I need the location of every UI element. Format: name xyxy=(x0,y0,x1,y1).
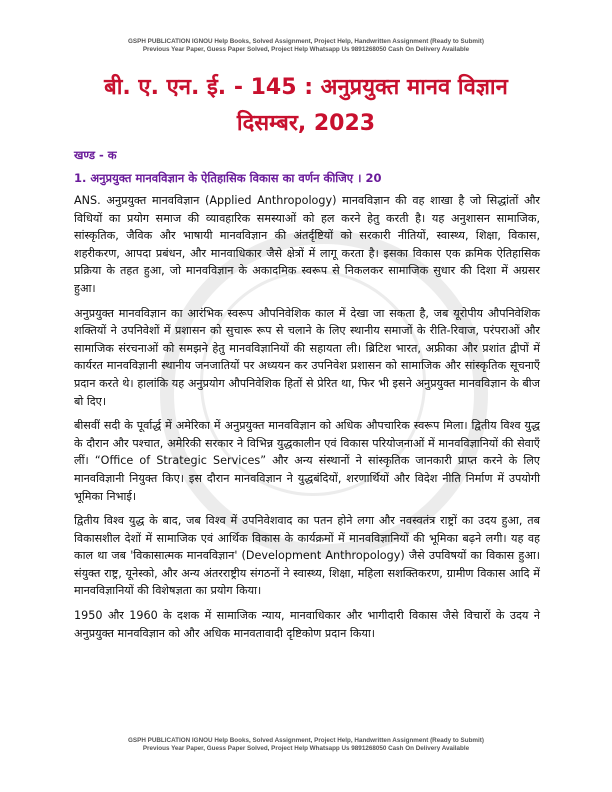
page-footer xyxy=(0,737,612,753)
page-header xyxy=(0,38,612,54)
answer-paragraph: ANS. अनुप्रयुक्त मानवविज्ञान (Applied Anthropology) मानवविज्ञान की वह शाखा है जो सिद्धांतों और विधियों का प्रयोग समाज की व्यावहारिक समस्याओं को हल करने हेतु करती है। यह अनुशासन सामाजिक, सांस्कृतिक, जैविक और भाषायी मानवविज्ञान की अंतर्दृष्टियों को सरकारी नीतियों, स्वास्थ्य, शिक्षा, विकास, शहरीकरण, आपदा प्रबंधन, और मानवाधिकार जैसे क्षेत्रों में लागू करता है। इसका विकास एक क्रमिक ऐतिहासिक प्रक्रिया के तहत हुआ, जो मानवविज्ञान के अकादमिक स्वरूप से निकलकर सामाजिक सुधार की दिशा में अग्रसर हुआ। xyxy=(74,194,540,295)
answer-body xyxy=(74,192,540,649)
answer-paragraph: द्वितीय विश्व युद्ध के बाद, जब विश्व में उपनिवेशवाद का पतन होने लगा और नवस्वतंत्र राष्ट्रों का उदय हुआ, तब विकासशील देशों में सामाजिक एवं आर्थिक विकास के कार्यक्रमों में मानवविज्ञानियों की भूमिका बढ़ने लगी। यह वह काल था जब 'विकासात्मक मानवविज्ञान' (Development Anthropology) जैसे उपविषयों का विकास हुआ। संयुक्त राष्ट्र, यूनेस्को, और अन्य अंतरराष्ट्रीय संगठनों ने स्वास्थ्य, शिक्षा, महिला सशक्तिकरण, ग्रामीण विकास आदि में मानवविज्ञानियों की विशेषज्ञता का प्रयोग किया। xyxy=(74,514,540,598)
header-line-2: Previous Year Paper, Guess Paper Solved, Project Help Whatsapp Us 9891268050 Cash On Delivery Available xyxy=(142,46,470,53)
paper-title: बी. ए. एन. ई. - 145 : अनुप्रयुक्त मानव विज्ञान xyxy=(104,75,508,100)
answer-paragraph: बीसवीं सदी के पूर्वार्द्ध में अमेरिका में अनुप्रयुक्त मानवविज्ञान को अधिक औपचारिक स्वरूप मिला। द्वितीय विश्व युद्ध के दौरान और पश्चात, अमेरिकी सरकार ने विभिन्न युद्धकालीन एवं विकास परियोजनाओं में मानवविज्ञानियों की सेवाएँ लीं। “Office of Strategic Services” और अन्य संस्थानों ने सांस्कृतिक जानकारी प्राप्त करने के लिए मानवविज्ञानी नियुक्त किए। इस दौरान मानवविज्ञान ने युद्धबंदियों, शरणार्थियों और विदेश नीति निर्माण में उपयोगी भूमिका निभाई। xyxy=(74,419,540,503)
question-heading: 1. अनुप्रयुक्त मानवविज्ञान के ऐतिहासिक विकास का वर्णन कीजिए । 20 xyxy=(74,171,382,185)
footer-line-2: Previous Year Paper, Guess Paper Solved, Project Help Whatsapp Us 9891268050 Cash On Delivery Available xyxy=(142,745,470,752)
header-line-1: GSPH PUBLICATION IGNOU Help Books, Solved Assignment, Project Help, Handwritten Assignment (Ready to Submit) xyxy=(128,38,484,45)
footer-line-1: GSPH PUBLICATION IGNOU Help Books, Solved Assignment, Project Help, Handwritten Assignment (Ready to Submit) xyxy=(128,737,484,744)
answer-paragraph: अनुप्रयुक्त मानवविज्ञान का आरंभिक स्वरूप औपनिवेशिक काल में देखा जा सकता है, जब यूरोपीय औपनिवेशिक शक्तियों ने उपनिवेशों में प्रशासन को सुचारू रूप से चलाने के लिए स्थानीय समाजों के रीति-रिवाज, परंपराओं और सामाजिक संरचनाओं को समझने हेतु मानवविज्ञानियों की सहायता ली। ब्रिटिश भारत, अफ्रीका और प्रशांत द्वीपों में कार्यरत मानवविज्ञानी स्थानीय जनजातियों पर अध्ययन कर उपनिवेश प्रशासन को सामाजिक और सांस्कृतिक सूचनाएँ प्रदान करते थे। हालांकि यह अनुप्रयोग औपनिवेशिक हितों से प्रेरित था, फिर भी इसने अनुप्रयुक्त मानवविज्ञान के बीज बो दिए। xyxy=(74,306,540,408)
section-heading: खण्ड - क xyxy=(74,148,117,162)
answer-paragraph: 1950 और 1960 के दशक में सामाजिक न्याय, मानवाधिकार और भागीदारी विकास जैसे विचारों के उदय ने अनुप्रयुक्त मानवविज्ञान को और अधिक मानवतावादी दृष्टिकोण प्रदान किया। xyxy=(74,609,540,640)
paper-date: दिसम्बर, 2023 xyxy=(236,111,376,136)
